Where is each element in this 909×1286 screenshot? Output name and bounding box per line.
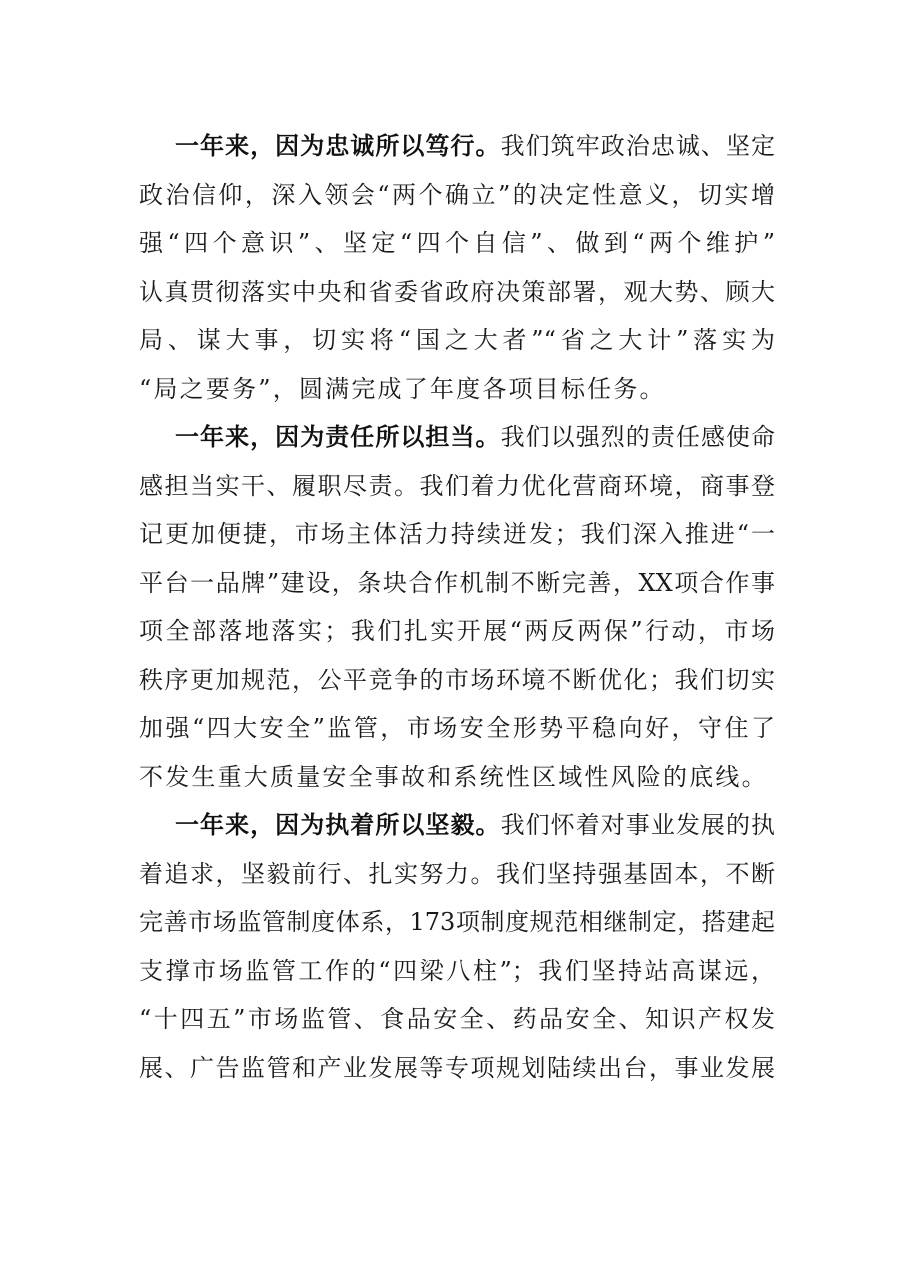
paragraph-first-line: [139, 413, 775, 462]
paragraph-lead: 一年来，因为执着所以坚毅。: [175, 811, 501, 839]
paragraph-line: 政治信仰，深入领会“两个确立”的决定性意义，切实增: [139, 180, 775, 209]
paragraph-line: 项全部落地落实；我们扎实开展“两反两保”行动，市场: [139, 617, 775, 645]
paragraph-first-line-text: 我们怀着对事业发展的执: [500, 811, 776, 839]
paragraph-lead: 一年来，因为忠诚所以笃行。: [175, 132, 501, 160]
paragraph-last-line: “局之要务”，圆满完成了年度各项目标任务。: [139, 374, 666, 403]
paragraph-line: 局、谋大事，切实将“国之大者”“省之大计”落实为: [139, 326, 775, 354]
paragraph-first-line-text: 我们以强烈的责任感使命: [500, 423, 776, 451]
paragraph-line: 感担当实干、履职尽责。我们着力优化营商环境，商事登: [139, 471, 775, 500]
paragraph-first-line: [139, 122, 775, 171]
paragraph-line: “十四五”市场监管、食品安全、药品安全、知识产权发: [139, 1005, 775, 1033]
paragraph-responsibility: [139, 413, 775, 801]
paragraph-line: 着追求，坚毅前行、扎实努力。我们坚持强基固本，不断: [139, 859, 775, 888]
paragraph-line: 记更加便捷，市场主体活力持续迸发；我们深入推进“一: [139, 520, 775, 548]
paragraph-line: 强“四个意识”、坚定“四个自信”、做到“两个维护”: [139, 229, 775, 257]
paragraph-first-line: [139, 801, 775, 850]
paragraph-line: 支撑市场监管工作的“四梁八柱”；我们坚持站高谋远，: [139, 956, 775, 985]
paragraph-loyalty: [139, 122, 775, 413]
paragraph-perseverance: [139, 801, 775, 1092]
paragraph-line: 平台一品牌”建设，条块合作机制不断完善，XX项合作事: [139, 568, 775, 597]
paragraph-last-line: 不发生重大质量安全事故和系统性区域性风险的底线。: [139, 762, 768, 791]
paragraph-line: 秩序更加规范，公平竞争的市场环境不断优化；我们切实: [139, 665, 775, 694]
paragraph-line: 完善市场监管制度体系，173项制度规范相继制定，搭建起: [139, 908, 775, 936]
paragraph-first-line-text: 我们筑牢政治忠诚、坚定: [500, 132, 776, 160]
paragraph-line: 展、广告监管和产业发展等专项规划陆续出台，事业发展: [139, 1053, 775, 1082]
paragraph-line: 加强“四大安全”监管，市场安全形势平稳向好，守住了: [139, 714, 775, 742]
paragraph-lead: 一年来，因为责任所以担当。: [175, 423, 501, 451]
document-body: [139, 122, 775, 1092]
paragraph-line: 认真贯彻落实中央和省委省政府决策部署，观大势、顾大: [139, 277, 775, 306]
